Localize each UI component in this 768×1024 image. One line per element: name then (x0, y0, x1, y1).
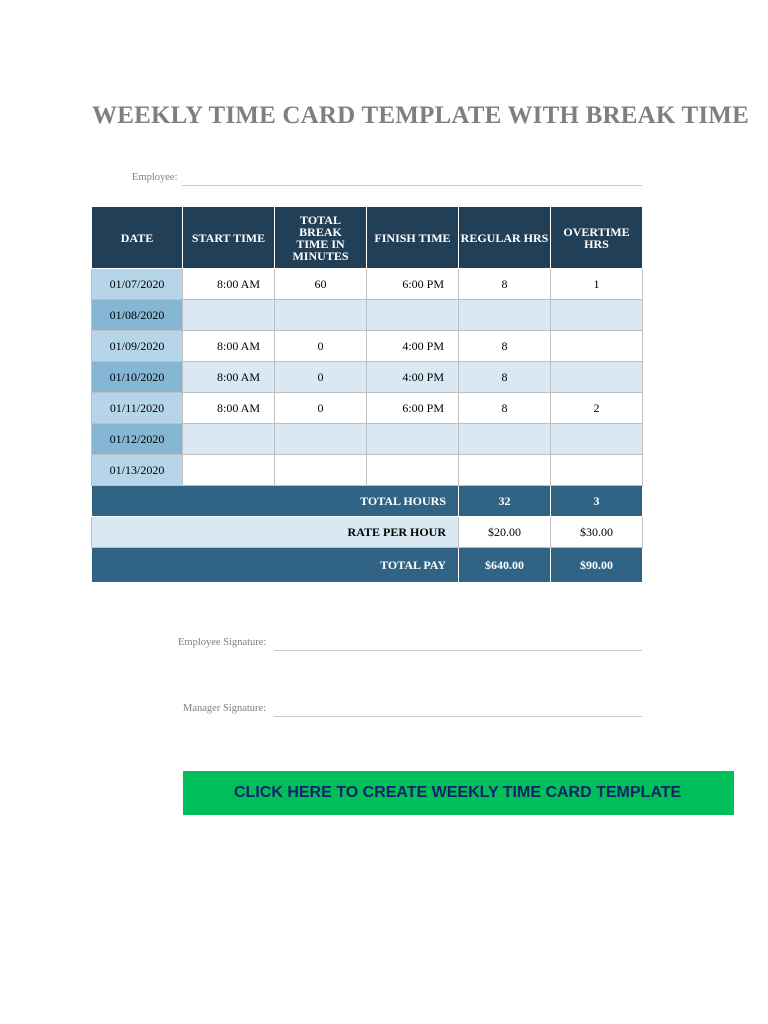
total-overtime-hrs: 3 (551, 486, 643, 517)
header-break-time: TOTAL BREAK TIME IN MINUTES (275, 207, 367, 269)
table-row (92, 455, 643, 486)
total-regular-hrs: 32 (459, 486, 551, 517)
break-time-cell[interactable] (275, 455, 367, 486)
start-time-cell[interactable] (183, 300, 275, 331)
regular-hrs-cell (459, 300, 551, 331)
finish-time-cell[interactable] (367, 455, 459, 486)
regular-hrs-cell: 8 (459, 269, 551, 300)
employee-field[interactable] (182, 185, 642, 186)
title-container (92, 98, 749, 134)
header-finish-time: FINISH TIME (367, 207, 459, 269)
header-regular-hrs: REGULAR HRS (459, 207, 551, 269)
employee-signature-row (92, 635, 642, 653)
regular-hrs-cell: 8 (459, 362, 551, 393)
break-time-cell[interactable]: 0 (275, 331, 367, 362)
page-title: WEEKLY TIME CARD TEMPLATE WITH BREAK TIME (92, 102, 749, 129)
date-cell: 01/13/2020 (92, 455, 183, 486)
date-cell: 01/09/2020 (92, 331, 183, 362)
total-pay-row (92, 548, 643, 583)
regular-hrs-cell: 8 (459, 331, 551, 362)
employee-signature-field[interactable] (274, 650, 642, 651)
break-time-cell[interactable] (275, 424, 367, 455)
total-hours-row (92, 486, 643, 517)
total-overtime-pay: $90.00 (551, 548, 643, 583)
overtime-hrs-cell (551, 300, 643, 331)
finish-time-cell[interactable]: 4:00 PM (367, 331, 459, 362)
start-time-cell[interactable]: 8:00 AM (183, 362, 275, 393)
finish-time-cell[interactable] (367, 300, 459, 331)
regular-hrs-cell: 8 (459, 393, 551, 424)
overtime-hrs-cell (551, 331, 643, 362)
overtime-hrs-cell (551, 362, 643, 393)
header-overtime-hrs: OVERTIME HRS (551, 207, 643, 269)
employee-field-row (92, 170, 642, 188)
break-time-cell[interactable]: 0 (275, 362, 367, 393)
regular-hrs-cell (459, 424, 551, 455)
table-header-row (92, 207, 643, 269)
total-hours-label: TOTAL HOURS (92, 486, 459, 517)
finish-time-cell[interactable] (367, 424, 459, 455)
cta-text-clip (183, 771, 682, 815)
rate-per-hour-label: RATE PER HOUR (92, 517, 459, 548)
finish-time-cell[interactable]: 6:00 PM (367, 393, 459, 424)
rate-per-hour-row (92, 517, 643, 548)
total-regular-pay: $640.00 (459, 548, 551, 583)
date-cell: 01/10/2020 (92, 362, 183, 393)
overtime-hrs-cell: 2 (551, 393, 643, 424)
break-time-cell[interactable] (275, 300, 367, 331)
break-time-cell[interactable]: 60 (275, 269, 367, 300)
table-row (92, 424, 643, 455)
manager-signature-row (92, 701, 642, 719)
regular-rate-cell[interactable]: $20.00 (459, 517, 551, 548)
finish-time-cell[interactable]: 4:00 PM (367, 362, 459, 393)
start-time-cell[interactable]: 8:00 AM (183, 331, 275, 362)
employee-label: Employee: (132, 172, 178, 183)
overtime-rate-cell[interactable]: $30.00 (551, 517, 643, 548)
start-time-cell[interactable]: 8:00 AM (183, 393, 275, 424)
header-start-time: START TIME (183, 207, 275, 269)
start-time-cell[interactable]: 8:00 AM (183, 269, 275, 300)
date-cell: 01/08/2020 (92, 300, 183, 331)
table-row (92, 393, 643, 424)
regular-hrs-cell (459, 455, 551, 486)
break-time-cell[interactable]: 0 (275, 393, 367, 424)
manager-signature-label: Manager Signature: (183, 703, 267, 714)
overtime-hrs-cell (551, 424, 643, 455)
total-pay-label: TOTAL PAY (92, 548, 459, 583)
header-date: DATE (92, 207, 183, 269)
overtime-hrs-cell: 1 (551, 269, 643, 300)
table-row (92, 300, 643, 331)
table-row (92, 331, 643, 362)
employee-signature-label: Employee Signature: (178, 637, 267, 648)
start-time-cell[interactable] (183, 424, 275, 455)
table-row (92, 362, 643, 393)
create-template-button[interactable] (183, 771, 734, 815)
overtime-hrs-cell (551, 455, 643, 486)
finish-time-cell[interactable]: 6:00 PM (367, 269, 459, 300)
date-cell: 01/07/2020 (92, 269, 183, 300)
time-card-table (91, 206, 643, 583)
table-row (92, 269, 643, 300)
date-cell: 01/11/2020 (92, 393, 183, 424)
cta-label: CLICK HERE TO CREATE WEEKLY TIME CARD TEMPLATE (234, 784, 682, 801)
date-cell: 01/12/2020 (92, 424, 183, 455)
manager-signature-field[interactable] (274, 716, 642, 717)
start-time-cell[interactable] (183, 455, 275, 486)
